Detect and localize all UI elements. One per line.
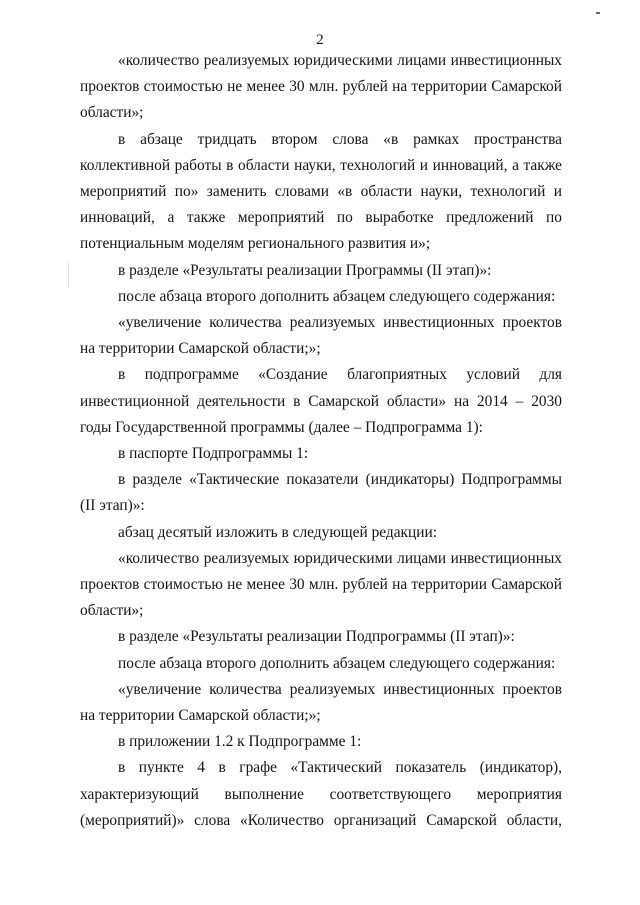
paragraph-2: в абзаце тридцать втором слова «в рамках пространства коллективной работы в области науки, технологий и инноваций, а также мероприятий по» заменить словами «в области науки, технологий и инноваций, а также мероприятий по выработке предложений по потенциальным моделям регионального развития и»; <box>80 130 562 253</box>
paragraph-13: «увеличение количества реализуемых инвестиционных проектов на территории Самарской области;»; <box>80 680 562 725</box>
paragraph-6: в подпрограмме «Создание благоприятных условий для инвестиционной деятельности в Самарской области» на 2014 – 2030 годы Государственной программы (далее – Подпрограмма 1): <box>80 366 562 436</box>
paragraph-5: «увеличение количества реализуемых инвестиционных проектов на территории Самарской области;»; <box>80 314 562 358</box>
paragraph-7: в паспорте Подпрограммы 1: <box>118 445 309 463</box>
paragraph-10: «количество реализуемых юридическими лицами инвестиционных проектов стоимостью не менее 30 млн. рублей на территории Самарской области»; <box>80 549 562 620</box>
paragraph-15: в пункте 4 в графе «Тактический показатель (индикатор), характеризующий выполнение соответствующего мероприятия (мероприятий)» слова «Количество организаций Самарской области, <box>80 759 562 829</box>
paragraph-8: в разделе «Тактические показатели (индикаторы) Подпрограммы (II этап)»: <box>80 471 562 515</box>
scan-speck <box>596 12 600 14</box>
page-number: 2 <box>316 32 324 48</box>
paragraph-12: после абзаца второго дополнить абзацем следующего содержания: <box>118 654 556 672</box>
document-body <box>80 48 562 834</box>
paragraph-1: «количество реализуемых юридическими лицами инвестиционных проектов стоимостью не менее 30 млн. рублей на территории Самарской области»; <box>80 52 562 122</box>
paragraph-14: в приложении 1.2 к Подпрограмме 1: <box>118 733 362 751</box>
paragraph-4: после абзаца второго дополнить абзацем следующего содержания: <box>118 287 556 305</box>
paragraph-3: в разделе «Результаты реализации Программы (II этап)»: <box>118 261 492 279</box>
paragraph-11: в разделе «Результаты реализации Подпрограммы (II этап)»: <box>118 628 515 646</box>
paragraph-9: абзац десятый изложить в следующей редакции: <box>118 523 438 541</box>
scan-margin-mark <box>68 262 69 288</box>
